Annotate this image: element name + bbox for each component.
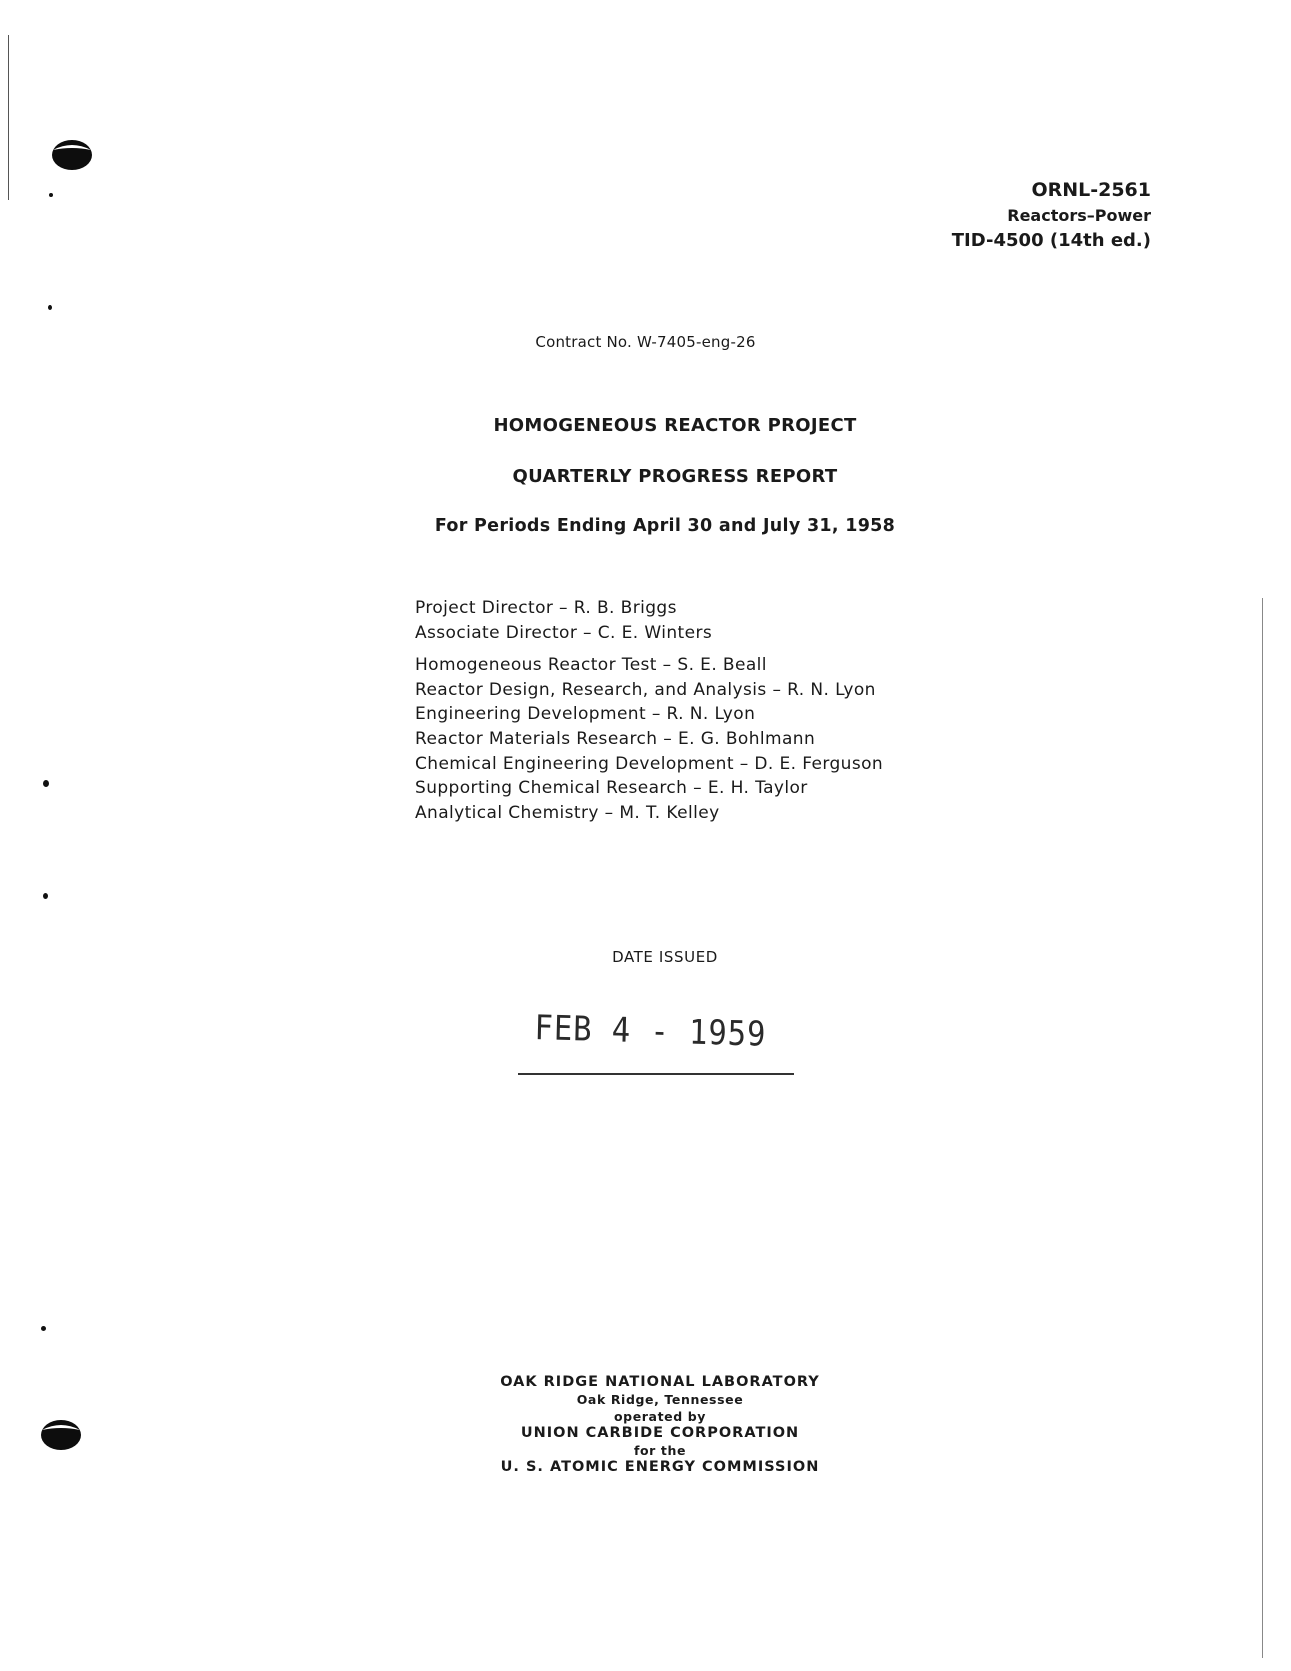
margin-dot: [48, 305, 52, 310]
project-title: HOMOGENEOUS REACTOR PROJECT: [493, 415, 857, 436]
operator-name: UNION CARBIDE CORPORATION: [520, 1425, 800, 1441]
director-line: Associate Director – C. E. Winters: [415, 622, 713, 643]
date-underline: [518, 1073, 794, 1075]
division-line: Reactor Materials Research – E. G. Bohlmann: [415, 728, 816, 749]
report-title: QUARTERLY PROGRESS REPORT: [512, 466, 838, 487]
staff-list: [415, 596, 883, 825]
operated-by: operated by: [613, 1409, 707, 1424]
margin-dot: [49, 193, 53, 197]
margin-dot: [43, 780, 49, 787]
director-line: Project Director – R. B. Briggs: [415, 598, 677, 618]
contract-number: Contract No. W-7405-eng-26: [535, 333, 756, 351]
date-issued-stamp: FEB 4 - 1959: [534, 1008, 767, 1055]
commission-name: U. S. ATOMIC ENERGY COMMISSION: [500, 1459, 820, 1475]
scan-edge-right: [1262, 598, 1263, 1658]
division-line: Reactor Design, Research, and Analysis – R. N. Lyon: [415, 679, 876, 700]
punch-hole-top: [50, 138, 94, 172]
lab-name: OAK RIDGE NATIONAL LABORATORY: [500, 1374, 820, 1390]
division-line: Engineering Development – R. N. Lyon: [415, 704, 756, 725]
distribution-code: TID-4500 (14th ed.): [951, 230, 1151, 251]
division-line: Analytical Chemistry – M. T. Kelley: [415, 802, 720, 823]
scan-edge-left: [8, 35, 9, 200]
division-line: Chemical Engineering Development – D. E. Ferguson: [415, 753, 884, 774]
division-line: Supporting Chemical Research – E. H. Taylor: [415, 778, 808, 799]
organization-footer: [0, 1374, 1291, 1476]
for-the: for the: [633, 1443, 687, 1458]
report-period: For Periods Ending April 30 and July 31, 1958: [434, 516, 896, 536]
lab-location: Oak Ridge, Tennessee: [576, 1392, 744, 1407]
report-category: Reactors–Power: [1007, 206, 1151, 225]
division-line: Homogeneous Reactor Test – S. E. Beall: [415, 655, 767, 676]
date-issued-label: DATE ISSUED: [612, 948, 718, 966]
report-number: ORNL-2561: [1031, 179, 1151, 201]
margin-dot: [43, 893, 48, 899]
report-identifiers: [952, 178, 1151, 253]
margin-dot: [41, 1326, 46, 1331]
